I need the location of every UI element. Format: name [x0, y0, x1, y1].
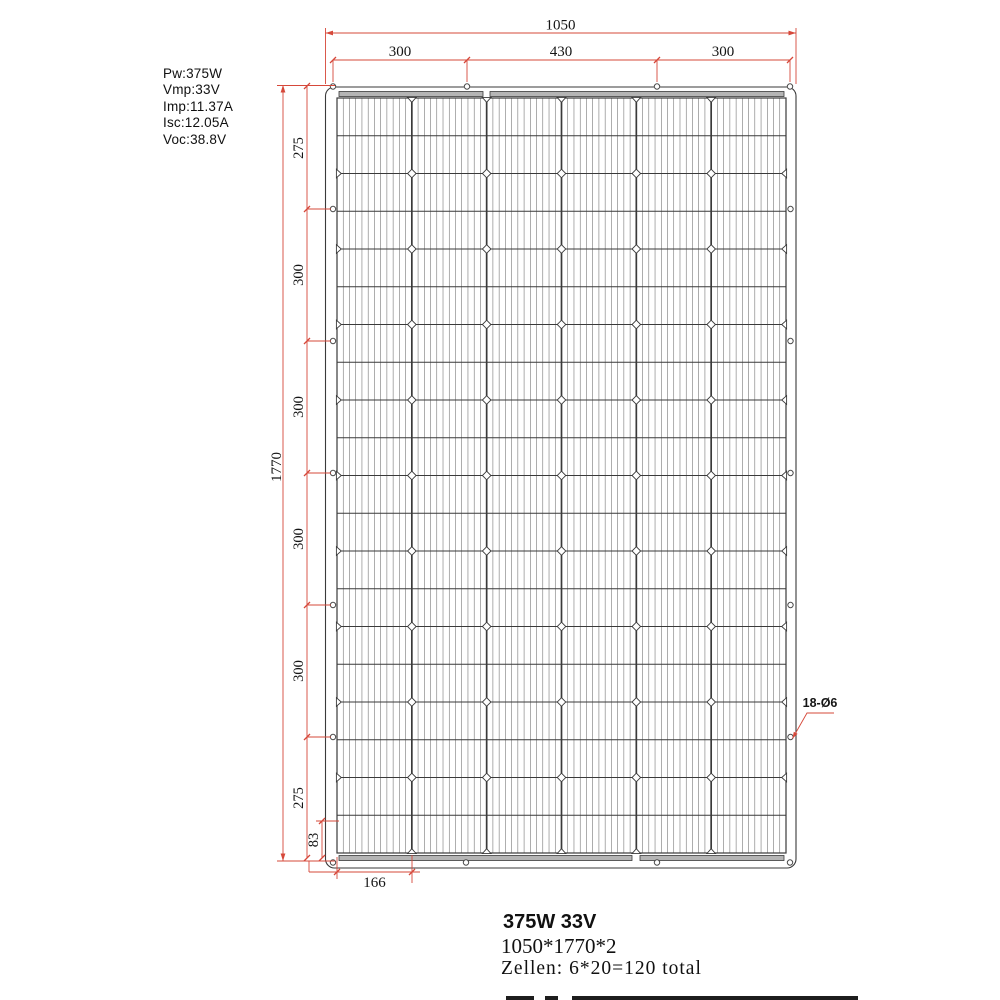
holes-callout-label: 18-Ø6: [802, 696, 838, 710]
dim-top-span-left: 300: [388, 44, 412, 60]
cropped-text-sliver: [506, 996, 534, 1000]
dim-left-span-6: 275: [291, 787, 307, 809]
dim-left-span-2: 300: [291, 264, 307, 286]
dim-left-span-5: 300: [291, 660, 307, 682]
spec-voc: Voc:38.8V: [163, 131, 227, 147]
spec-block: [163, 66, 233, 148]
dim-cell-width: 166: [363, 875, 386, 891]
footer-cells-formula: Zellen: 6*20=120 total: [501, 958, 702, 979]
dim-top-span-mid: 430: [549, 44, 573, 60]
spec-vmp: Vmp:33V: [163, 82, 220, 98]
dim-left-span-4: 300: [291, 528, 307, 550]
spec-power: Pw:375W: [163, 66, 223, 81]
footer-panel-size: 1050*1770*2: [501, 934, 617, 958]
spec-imp: Imp:11.37A: [163, 98, 234, 114]
spec-isc: Isc:12.05A: [163, 115, 229, 131]
panel-drawing-geometry: [277, 28, 834, 883]
dim-left-span-1: 275: [291, 137, 307, 159]
dim-bottom-offset: 83: [306, 832, 322, 848]
cropped-text-sliver: [545, 996, 558, 1000]
footer-power-voltage: 375W 33V: [503, 911, 597, 933]
dim-top-span-right: 300: [711, 44, 735, 60]
cropped-text-sliver: [572, 996, 858, 1000]
dim-overall-width: 1050: [545, 17, 576, 34]
dim-left-span-3: 300: [291, 396, 307, 418]
dim-overall-height: 1770: [269, 452, 285, 482]
